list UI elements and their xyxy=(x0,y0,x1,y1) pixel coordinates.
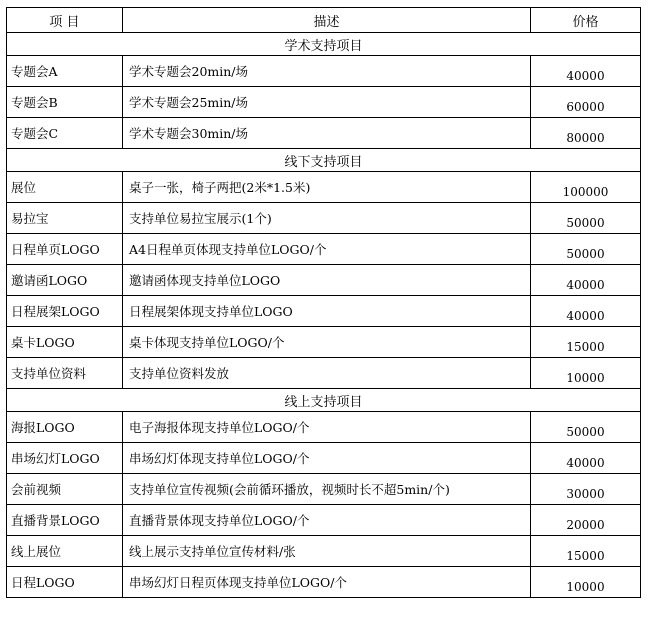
item-description-cell: 电子海报体现支持单位LOGO/个 xyxy=(123,412,531,443)
table-row xyxy=(7,567,641,598)
table-row xyxy=(7,358,641,389)
table-row xyxy=(7,56,641,87)
item-description-cell: A4日程单页体现支持单位LOGO/个 xyxy=(123,234,531,265)
header-item: 项 目 xyxy=(7,8,123,33)
item-price-cell: 60000 xyxy=(531,87,641,118)
item-price-cell: 40000 xyxy=(531,265,641,296)
table-row xyxy=(7,443,641,474)
item-name-cell: 直播背景LOGO xyxy=(7,505,123,536)
item-name-cell: 展位 xyxy=(7,172,123,203)
item-description-cell: 学术专题会30min/场 xyxy=(123,118,531,149)
item-name-cell: 易拉宝 xyxy=(7,203,123,234)
section-title: 线上支持项目 xyxy=(7,389,641,412)
item-name-cell: 邀请函LOGO xyxy=(7,265,123,296)
item-name-cell: 海报LOGO xyxy=(7,412,123,443)
item-price-cell: 10000 xyxy=(531,358,641,389)
table-row xyxy=(7,296,641,327)
table-row xyxy=(7,172,641,203)
item-description-cell: 串场幻灯体现支持单位LOGO/个 xyxy=(123,443,531,474)
item-name-cell: 日程单页LOGO xyxy=(7,234,123,265)
header-description: 描述 xyxy=(123,8,531,33)
item-description-cell: 日程展架体现支持单位LOGO xyxy=(123,296,531,327)
item-price-cell: 80000 xyxy=(531,118,641,149)
section-header-row xyxy=(7,33,641,56)
item-price-cell: 100000 xyxy=(531,172,641,203)
section-title: 线下支持项目 xyxy=(7,149,641,172)
section-header-row xyxy=(7,149,641,172)
item-description-cell: 串场幻灯日程页体现支持单位LOGO/个 xyxy=(123,567,531,598)
table-row xyxy=(7,412,641,443)
table-row xyxy=(7,536,641,567)
item-price-cell: 20000 xyxy=(531,505,641,536)
item-name-cell: 会前视频 xyxy=(7,474,123,505)
table-row xyxy=(7,327,641,358)
item-name-cell: 支持单位资料 xyxy=(7,358,123,389)
item-name-cell: 日程LOGO xyxy=(7,567,123,598)
item-price-cell: 50000 xyxy=(531,234,641,265)
item-description-cell: 直播背景体现支持单位LOGO/个 xyxy=(123,505,531,536)
item-price-cell: 10000 xyxy=(531,567,641,598)
table-header-row xyxy=(7,8,641,33)
sponsorship-price-table xyxy=(6,7,641,598)
item-price-cell: 40000 xyxy=(531,443,641,474)
item-price-cell: 50000 xyxy=(531,412,641,443)
item-description-cell: 支持单位资料发放 xyxy=(123,358,531,389)
item-name-cell: 桌卡LOGO xyxy=(7,327,123,358)
table-row xyxy=(7,474,641,505)
item-price-cell: 30000 xyxy=(531,474,641,505)
item-price-cell: 50000 xyxy=(531,203,641,234)
item-price-cell: 15000 xyxy=(531,327,641,358)
table-body xyxy=(7,33,641,598)
item-name-cell: 线上展位 xyxy=(7,536,123,567)
item-description-cell: 学术专题会25min/场 xyxy=(123,87,531,118)
header-price: 价格 xyxy=(531,8,641,33)
item-price-cell: 40000 xyxy=(531,296,641,327)
item-description-cell: 支持单位易拉宝展示(1个) xyxy=(123,203,531,234)
table-row xyxy=(7,87,641,118)
section-header-row xyxy=(7,389,641,412)
table-row xyxy=(7,118,641,149)
item-price-cell: 15000 xyxy=(531,536,641,567)
item-price-cell: 40000 xyxy=(531,56,641,87)
section-title: 学术支持项目 xyxy=(7,33,641,56)
item-description-cell: 线上展示支持单位宣传材料/张 xyxy=(123,536,531,567)
item-name-cell: 日程展架LOGO xyxy=(7,296,123,327)
item-description-cell: 桌子一张，椅子两把(2米*1.5米) xyxy=(123,172,531,203)
item-name-cell: 专题会B xyxy=(7,87,123,118)
table-row xyxy=(7,234,641,265)
item-description-cell: 桌卡体现支持单位LOGO/个 xyxy=(123,327,531,358)
table-row xyxy=(7,505,641,536)
item-description-cell: 邀请函体现支持单位LOGO xyxy=(123,265,531,296)
item-description-cell: 学术专题会20min/场 xyxy=(123,56,531,87)
table-row xyxy=(7,265,641,296)
item-name-cell: 专题会A xyxy=(7,56,123,87)
item-description-cell: 支持单位宣传视频(会前循环播放，视频时长不超5min/个) xyxy=(123,474,531,505)
item-name-cell: 串场幻灯LOGO xyxy=(7,443,123,474)
table-row xyxy=(7,203,641,234)
item-name-cell: 专题会C xyxy=(7,118,123,149)
